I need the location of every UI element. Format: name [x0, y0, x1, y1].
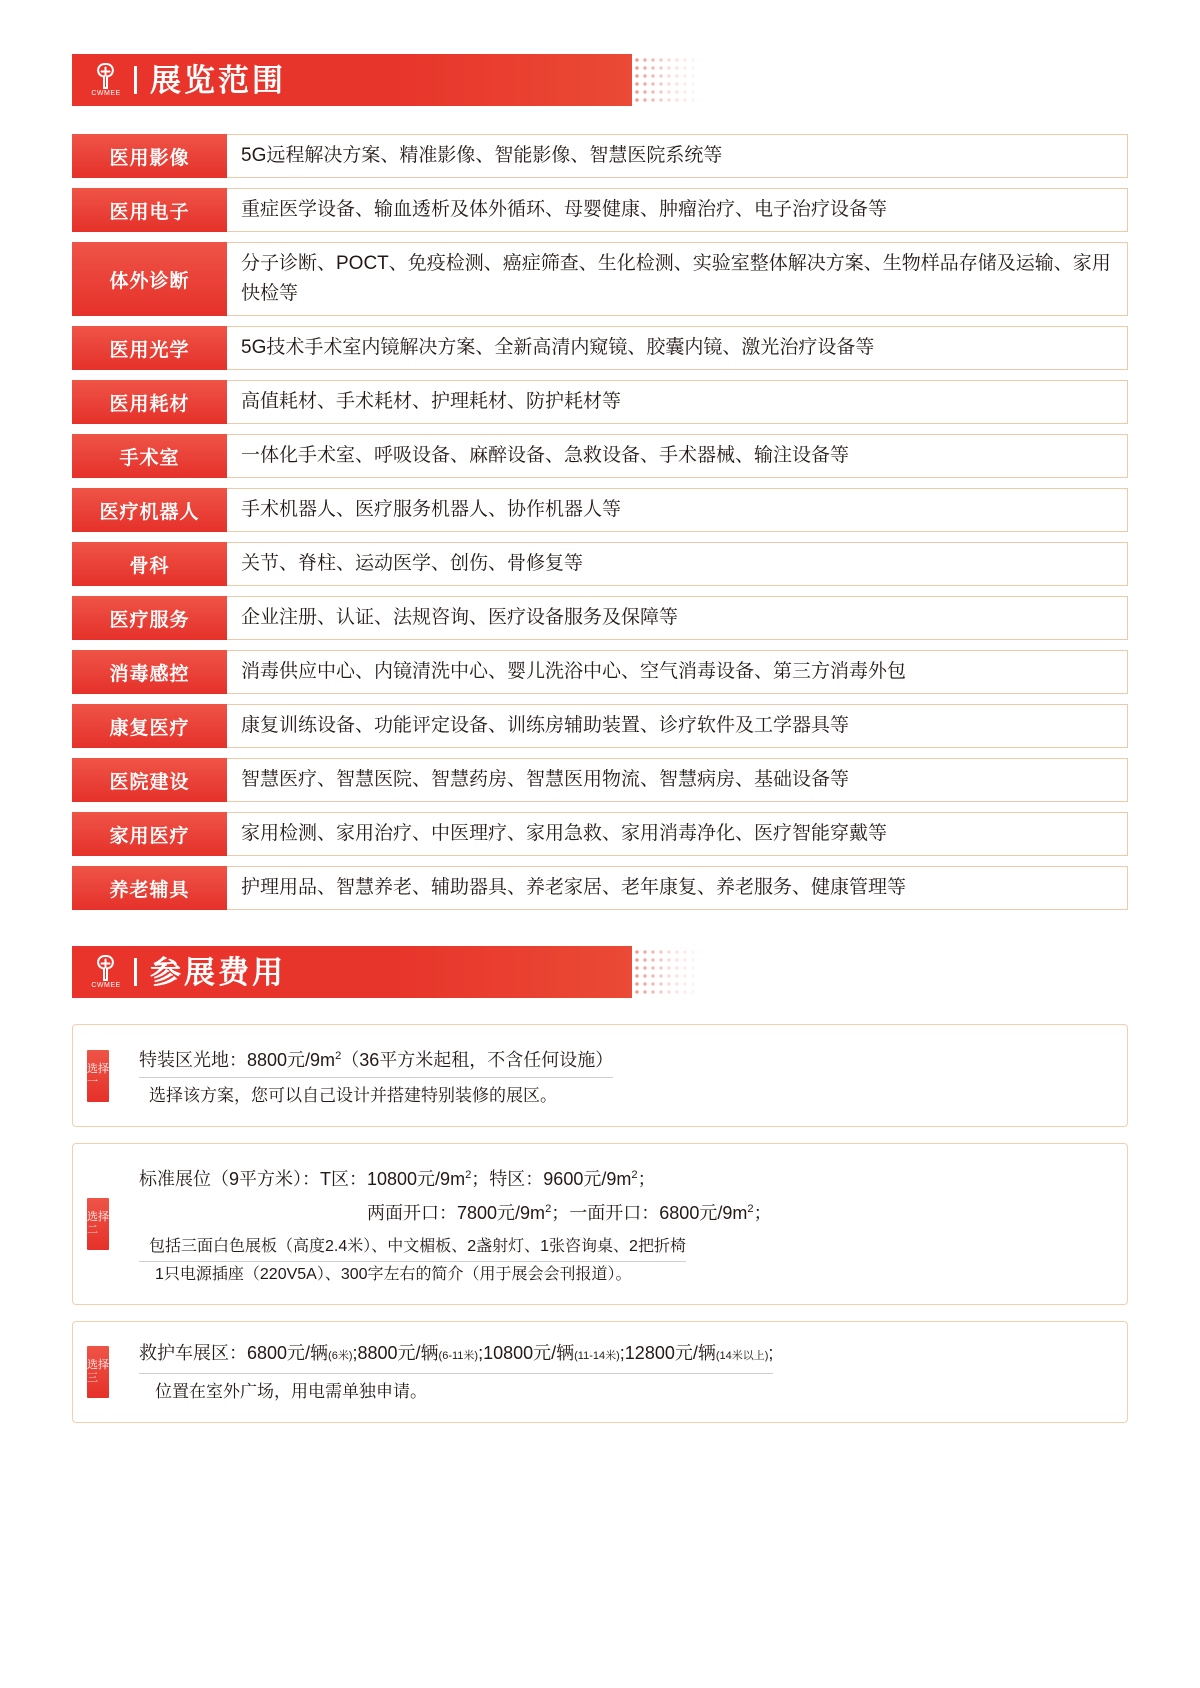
fee-option-two-note-one: 包括三面白色展板（高度2.4米）、中文楣板、2盏射灯、1张咨询桌、2把折椅: [139, 1234, 686, 1262]
scope-row: [72, 188, 1128, 232]
ambulance-zone-price-1: 救护车展区：6800元/辆: [139, 1343, 329, 1363]
scope-description: 高值耗材、手术耗材、护理耗材、防护耗材等: [227, 380, 1128, 424]
scope-category-label: 医院建设: [72, 758, 227, 802]
header-divider: [134, 958, 137, 986]
scope-category-label: 体外诊断: [72, 242, 227, 316]
scope-description: 重症医学设备、输血透析及体外循环、母婴健康、肿瘤治疗、电子治疗设备等: [227, 188, 1128, 232]
superscript-square-meter: 2: [747, 1203, 754, 1215]
fee-option-tag: 选择三: [87, 1346, 109, 1398]
fee-option-two-note-two: 1只电源插座（220V5A）、300字左右的简介（用于展会会刊报道）。: [155, 1266, 632, 1283]
scope-description: 企业注册、认证、法规咨询、医疗设备服务及保障等: [227, 596, 1128, 640]
page-root: [0, 54, 1200, 1688]
ambulance-size-1: (6米): [328, 1350, 353, 1362]
fee-option-two-line-two: [139, 1194, 1105, 1228]
fee-option-two-line-one: [139, 1160, 1105, 1194]
cwmee-logo-icon: [86, 952, 126, 992]
scope-section-title: 展览范围: [150, 62, 286, 98]
header-divider: [134, 66, 137, 94]
cwmee-logo-text: CWMEE: [91, 981, 121, 989]
scope-description: 5G远程解决方案、精准影像、智能影像、智慧医院系统等: [227, 134, 1128, 178]
fee-option-one-price-text: 特装区光地：8800元/9m: [139, 1050, 336, 1070]
fees-section-title: 参展费用: [150, 954, 286, 990]
scope-row: [72, 134, 1128, 178]
scope-row: [72, 488, 1128, 532]
line-two-terminator: ；: [753, 1203, 772, 1223]
scope-description: 护理用品、智慧养老、辅助器具、养老家居、老年康复、养老服务、健康管理等: [227, 866, 1128, 910]
fee-option-one-headline: [139, 1041, 613, 1078]
scope-section-header: [72, 54, 1128, 106]
scope-header-bar: [72, 54, 632, 106]
superscript-square-meter: 2: [631, 1169, 638, 1181]
fee-option-three: [72, 1321, 1128, 1423]
scope-row: [72, 434, 1128, 478]
scope-category-label: 医用耗材: [72, 380, 227, 424]
scope-row: [72, 758, 1128, 802]
superscript-square-meter: 2: [465, 1169, 472, 1181]
scope-row: [72, 380, 1128, 424]
scope-description: 关节、脊柱、运动医学、创伤、骨修复等: [227, 542, 1128, 586]
fees-header-bar: [72, 946, 632, 998]
line-one-terminator: ；: [637, 1169, 656, 1189]
fees-section-header: [72, 946, 1128, 998]
ambulance-zone-price-3: ;10800元/辆: [478, 1343, 575, 1363]
scope-row: [72, 866, 1128, 910]
scope-description: 5G技术手术室内镜解决方案、全新高清内窥镜、胶囊内镜、激光治疗设备等: [227, 326, 1128, 370]
fee-option-one-superscript: 2: [335, 1050, 342, 1062]
scope-description: 手术机器人、医疗服务机器人、协作机器人等: [227, 488, 1128, 532]
scope-description: 消毒供应中心、内镜清洗中心、婴儿洗浴中心、空气消毒设备、第三方消毒外包: [227, 650, 1128, 694]
scope-row: [72, 704, 1128, 748]
scope-row: [72, 242, 1128, 316]
one-side-open-price: ；一面开口：6800元/9m: [551, 1203, 748, 1223]
scope-category-label: 医用电子: [72, 188, 227, 232]
scope-row: [72, 326, 1128, 370]
scope-description: 一体化手术室、呼吸设备、麻醉设备、急救设备、手术器械、输注设备等: [227, 434, 1128, 478]
fee-option-three-note: 位置在室外广场，用电需单独申请。: [155, 1382, 427, 1401]
scope-category-label: 医用光学: [72, 326, 227, 370]
scope-row: [72, 812, 1128, 856]
fee-option-tag: 选择二: [87, 1198, 109, 1250]
scope-category-label: 消毒感控: [72, 650, 227, 694]
scope-category-label: 骨科: [72, 542, 227, 586]
standard-booth-t-zone: 标准展位（9平方米）：T区：10800元/9m: [139, 1169, 466, 1189]
scope-category-label: 手术室: [72, 434, 227, 478]
scope-description: 康复训练设备、功能评定设备、训练房辅助装置、诊疗软件及工学器具等: [227, 704, 1128, 748]
cwmee-logo-text: CWMEE: [91, 89, 121, 97]
scope-category-label: 医疗机器人: [72, 488, 227, 532]
scope-description: 家用检测、家用治疗、中医理疗、家用急救、家用消毒净化、医疗智能穿戴等: [227, 812, 1128, 856]
two-side-open-price: 两面开口：7800元/9m: [367, 1203, 546, 1223]
fee-option-one-note: 选择该方案，您可以自己设计并搭建特别装修的展区。: [149, 1086, 557, 1105]
fee-option-one-condition: （36平方米起租，不含任何设施）: [341, 1050, 614, 1070]
scope-category-label: 养老辅具: [72, 866, 227, 910]
scope-description: 分子诊断、POCT、免疫检测、癌症筛查、生化检测、实验室整体解决方案、生物样品存储及运输、家用快检等: [227, 242, 1128, 316]
scope-category-label: 医疗服务: [72, 596, 227, 640]
fee-option-two: [72, 1143, 1128, 1305]
scope-row: [72, 650, 1128, 694]
fee-option-two-notes: [139, 1234, 1105, 1288]
ambulance-zone-price-2: ;8800元/辆: [352, 1343, 439, 1363]
fee-options-list: [72, 1024, 1128, 1423]
scope-category-label: 医用影像: [72, 134, 227, 178]
exhibition-scope-list: [72, 134, 1128, 910]
fee-option-three-headline: [139, 1338, 773, 1374]
scope-row: [72, 596, 1128, 640]
superscript-square-meter: 2: [545, 1203, 552, 1215]
cwmee-logo-icon: [86, 60, 126, 100]
scope-category-label: 康复医疗: [72, 704, 227, 748]
fee-option-one: [72, 1024, 1128, 1127]
standard-booth-special-zone: ；特区：9600元/9m: [471, 1169, 632, 1189]
ambulance-size-4: (14米以上): [715, 1350, 769, 1362]
ambulance-size-2: (6-11米): [438, 1350, 479, 1362]
scope-description: 智慧医疗、智慧医院、智慧药房、智慧医用物流、智慧病房、基础设备等: [227, 758, 1128, 802]
ambulance-size-3: (11-14米): [574, 1350, 620, 1362]
scope-category-label: 家用医疗: [72, 812, 227, 856]
ambulance-line-terminator: ;: [768, 1343, 774, 1363]
ambulance-zone-price-4: ;12800元/辆: [619, 1343, 716, 1363]
scope-row: [72, 542, 1128, 586]
fee-option-tag: 选择一: [87, 1050, 109, 1102]
